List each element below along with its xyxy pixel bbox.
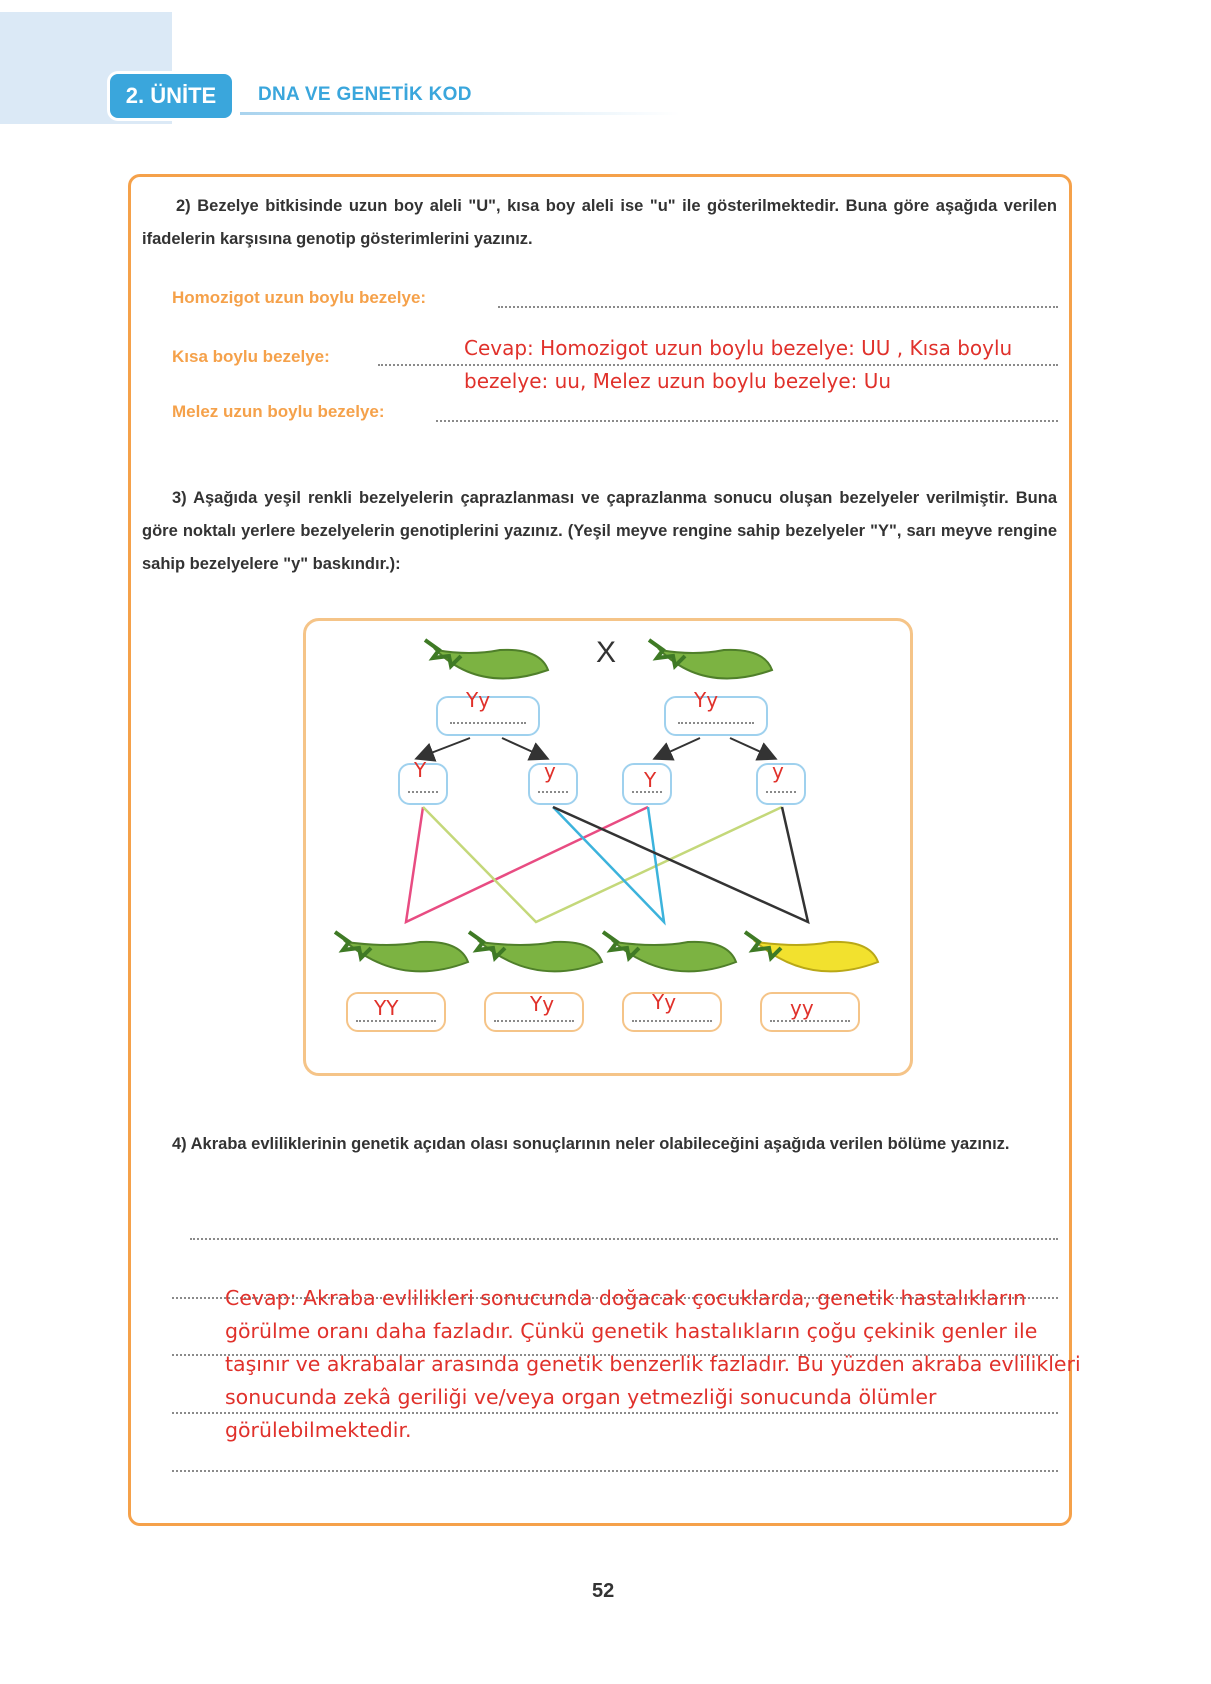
q4-answer-line-5 bbox=[172, 1470, 1058, 1472]
offspring-genotype-4: yy bbox=[790, 996, 814, 1020]
q4-answer-line-1 bbox=[190, 1238, 1058, 1240]
offspring-genotype-dots-1 bbox=[356, 1020, 436, 1022]
offspring-genotype-3: Yy bbox=[652, 990, 677, 1014]
arrow-right-parent-to-gamete-4 bbox=[730, 738, 774, 758]
offspring-genotype-dots-3 bbox=[632, 1020, 712, 1022]
offspring-pea-pod-4-yellow bbox=[745, 932, 878, 971]
cross-line-lime bbox=[423, 807, 782, 922]
offspring-genotype-dots-2 bbox=[494, 1020, 574, 1022]
q2-label-hybrid: Melez uzun boylu bezelye: bbox=[172, 402, 385, 421]
gamete-3: Y bbox=[644, 768, 657, 792]
offspring-pea-pod-3 bbox=[603, 932, 736, 971]
offspring-genotype-dots-4 bbox=[770, 1020, 850, 1022]
gamete-dots-2 bbox=[538, 791, 568, 793]
parent-pea-pod-left bbox=[425, 640, 548, 678]
parent-pea-pod-right bbox=[649, 640, 772, 678]
parent-genotype-2: Yy bbox=[694, 688, 719, 712]
gamete-4: y bbox=[772, 759, 784, 783]
question-2-prompt: 2) Bezelye bitkisinde uzun boy aleli "U", kısa boy aleli ise "u" ile gösterilmektedir. Buna göre aşağıda verilen ifadelerin karşısına genotip gösterimlerini yazınız. bbox=[142, 197, 1057, 248]
parent-genotype-dots-2 bbox=[678, 722, 754, 724]
unit-badge: 2. ÜNİTE bbox=[110, 74, 232, 118]
unit-title: DNA VE GENETİK KOD bbox=[258, 84, 472, 105]
page-number: 52 bbox=[592, 1580, 615, 1602]
arrow-left-parent-to-gamete-1 bbox=[418, 738, 470, 758]
q2-answer-text: Cevap: Homozigot uzun boylu bezelye: UU , Kısa boylu bezelye: uu, Melez uzun boylu bezelye: Uu bbox=[464, 336, 1013, 393]
gamete-dots-1 bbox=[408, 791, 438, 793]
question-4-prompt: 4) Akraba evliliklerinin genetik açıdan olası sonuçlarının neler olabileceğini aşağıda verilen bölüme yazınız. bbox=[172, 1135, 1010, 1153]
cross-line-pink bbox=[406, 807, 648, 922]
gamete-dots-4 bbox=[766, 791, 796, 793]
cross-symbol: X bbox=[596, 636, 617, 669]
offspring-genotype-2: Yy bbox=[530, 992, 555, 1016]
offspring-pea-pod-2 bbox=[469, 932, 602, 971]
gamete-1: Y bbox=[414, 758, 427, 782]
parent-genotype-dots-1 bbox=[450, 722, 526, 724]
offspring-pea-pod-1 bbox=[335, 932, 468, 971]
q2-label-short: Kısa boylu bezelye: bbox=[172, 347, 330, 366]
question-3-prompt: 3) Aşağıda yeşil renkli bezelyelerin çaprazlanması ve çaprazlanma sonucu oluşan bezelyeler verilmiştir. Buna göre noktalı yerlere bezelyelerin genotiplerini yazınız. (Yeşil meyve rengine sahip bezelyeler "Y", sarı meyve rengine sahip bezelyelere "y" baskındır.): bbox=[142, 489, 1057, 573]
arrow-left-parent-to-gamete-2 bbox=[502, 738, 546, 758]
parent-genotype-1: Yy bbox=[466, 688, 491, 712]
gamete-2: y bbox=[544, 759, 556, 783]
arrow-right-parent-to-gamete-3 bbox=[656, 738, 700, 758]
cross-line-black bbox=[553, 807, 808, 922]
cross-line-cyan bbox=[553, 807, 664, 922]
q4-answer-text: Cevap: Akraba evlilikleri sonucunda doğacak çocuklarda, genetik hastalıkların görülme oranı daha fazladır. Çünkü genetik hastalıkların çoğu çekinik genler ile taşınır ve akrabalar arasında genetik benzerlik fazladır. Bu yüzden akraba evlilikleri sonucunda zekâ geriliği ve/veya organ yetmezliği sonucunda ölümler görülebilmektedir. bbox=[225, 1286, 1081, 1442]
q2-label-homozygous: Homozigot uzun boylu bezelye: bbox=[172, 288, 427, 307]
offspring-genotype-1: YY bbox=[374, 996, 399, 1020]
